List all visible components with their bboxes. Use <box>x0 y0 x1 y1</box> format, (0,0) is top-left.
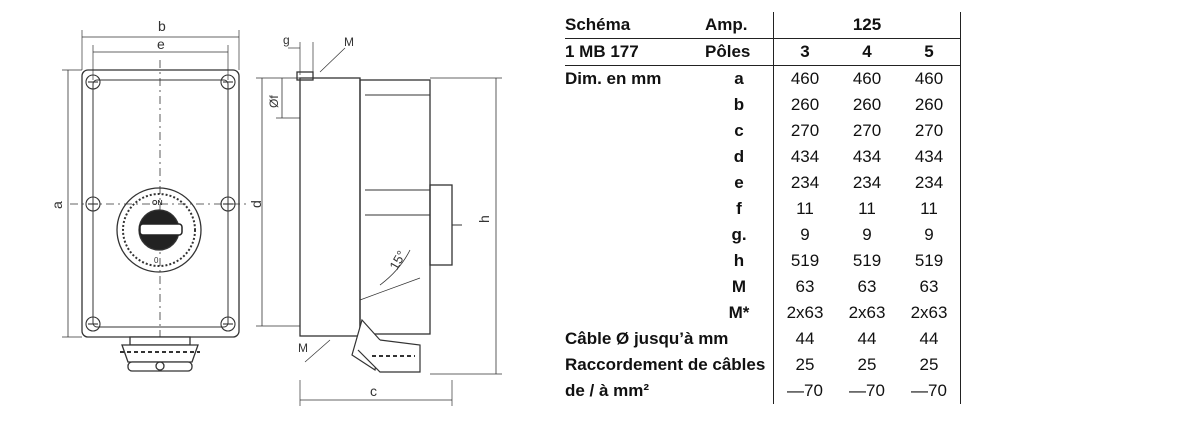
row-key: d <box>733 147 745 166</box>
row-key: e <box>734 173 744 192</box>
pole-5: 5 <box>898 39 961 66</box>
cell: —70 <box>849 381 885 400</box>
switch-off-label: 0 <box>154 256 159 265</box>
header-poles: Pôles <box>705 39 774 66</box>
row-key: c <box>734 121 744 140</box>
cell: 434 <box>852 147 882 166</box>
cell: 25 <box>898 352 961 378</box>
cell: —70 <box>774 378 837 404</box>
row-key: h <box>733 251 745 270</box>
dim-label-m-bottom: M <box>298 341 308 355</box>
dim-label-h: h <box>476 215 492 223</box>
cell: 519 <box>898 248 961 274</box>
cell: 460 <box>852 69 882 88</box>
row-key: M* <box>728 303 750 322</box>
cell: 63 <box>857 277 877 296</box>
dim-label-f: Øf <box>267 95 281 108</box>
cable-label: Câble Ø jusqu’à mm <box>565 329 729 348</box>
spec-table <box>565 12 985 404</box>
cell: 434 <box>898 144 961 170</box>
socket-outlet-front-icon <box>120 337 200 371</box>
cell: 260 <box>852 95 882 114</box>
cell: 9 <box>898 222 961 248</box>
cell: 434 <box>774 144 837 170</box>
cell: 11 <box>858 199 876 218</box>
cell: 11 <box>898 196 961 222</box>
cell: 460 <box>898 66 961 93</box>
dim-label: Dim. en mm <box>565 69 662 88</box>
cell: 260 <box>774 92 837 118</box>
header-model: 1 MB 177 <box>565 39 705 66</box>
pole-4: 4 <box>836 39 898 66</box>
dim-label-d: d <box>248 200 264 208</box>
row-key: a <box>734 69 744 88</box>
raccordement-label: Raccordement de câbles <box>565 355 766 374</box>
cell: 2x63 <box>898 300 961 326</box>
header-schema: Schéma <box>565 12 705 39</box>
cell: 25 <box>774 352 837 378</box>
switch-on-label: ON <box>152 200 163 207</box>
header-amp-value: 125 <box>774 12 961 39</box>
cell: 519 <box>774 248 837 274</box>
cell: 44 <box>857 329 877 348</box>
socket-outlet-side-icon <box>352 320 420 372</box>
cell: —70 <box>898 378 961 404</box>
raccordement-label-2: de / à mm² <box>565 381 650 400</box>
header-amp: Amp. <box>705 12 774 39</box>
cell: 2x63 <box>774 300 837 326</box>
cell: 270 <box>774 118 837 144</box>
cell: 234 <box>774 170 837 196</box>
cell: 11 <box>774 196 837 222</box>
cell: 2x63 <box>848 303 886 322</box>
dim-label-g: g <box>283 33 290 47</box>
cell: 9 <box>862 225 872 244</box>
dim-label-b: b <box>158 18 166 34</box>
cell: 44 <box>774 326 837 352</box>
cell: 260 <box>898 92 961 118</box>
cell: 44 <box>898 326 961 352</box>
dim-label-e: e <box>157 36 165 52</box>
cell: 63 <box>898 274 961 300</box>
cell: 270 <box>852 121 882 140</box>
cell: 234 <box>852 173 882 192</box>
angle-label: 15° <box>386 248 410 273</box>
cell: 63 <box>774 274 837 300</box>
row-key: b <box>733 95 745 114</box>
side-switch-knob <box>430 185 452 265</box>
cell: 460 <box>774 66 837 93</box>
cell: 9 <box>774 222 837 248</box>
row-key: g. <box>731 225 747 244</box>
cell: 270 <box>898 118 961 144</box>
cell: 234 <box>898 170 961 196</box>
dim-label-m-top: M <box>344 35 354 49</box>
side-enclosure <box>300 78 360 336</box>
row-key: M <box>731 277 747 296</box>
row-key: f <box>736 199 742 218</box>
cell: 25 <box>857 355 877 374</box>
dim-label-c: c <box>370 383 377 399</box>
pole-3: 3 <box>774 39 837 66</box>
cell: 519 <box>852 251 882 270</box>
dim-label-a: a <box>49 201 65 209</box>
technical-drawing <box>0 0 560 427</box>
